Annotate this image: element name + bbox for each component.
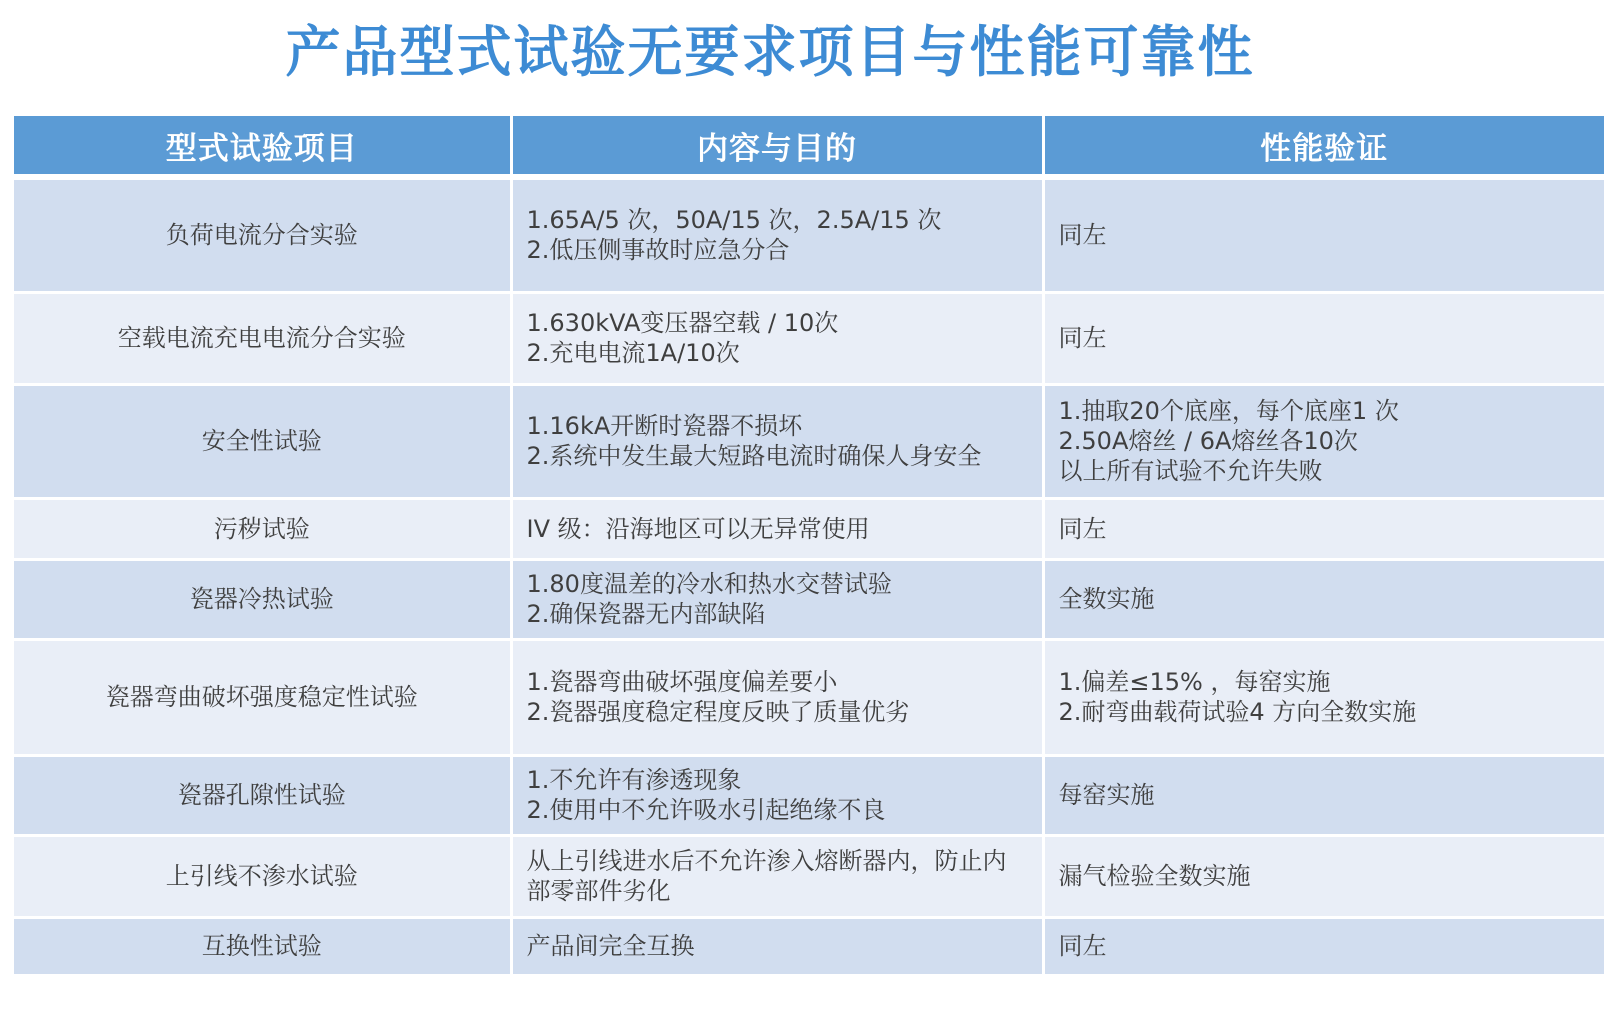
page-title: 产品型式试验无要求项目与性能可靠性 [285, 20, 1255, 84]
content-line: 产品间完全互换 [526, 932, 695, 960]
cell-performance-verify [1043, 292, 1604, 384]
cell-content-purpose [511, 917, 1043, 975]
content-line: 1.瓷器弯曲破坏强度偏差要小 [526, 668, 838, 696]
cell-test-item: 污秽试验 [14, 498, 511, 559]
table-row [14, 498, 1604, 559]
spec-table [14, 116, 1604, 977]
cell-test-item: 互换性试验 [14, 917, 511, 975]
content-line: 1.80度温差的冷水和热水交替试验 [526, 570, 892, 598]
content-line: 1.不允许有渗透现象 [526, 766, 742, 794]
verify-line: 2.50A熔丝 / 6A熔丝各10次 [1058, 427, 1358, 455]
table-row [14, 835, 1604, 917]
cell-performance-verify [1043, 177, 1604, 292]
cell-test-item: 安全性试验 [14, 384, 511, 498]
cell-content-purpose [511, 755, 1043, 835]
cell-test-item: 上引线不渗水试验 [14, 835, 511, 917]
cell-performance-verify [1043, 559, 1604, 639]
verify-line: 1.抽取20个底座，每个底座1 次 [1058, 397, 1399, 425]
content-line: 2.瓷器强度稳定程度反映了质量优劣 [526, 698, 910, 726]
table-row [14, 639, 1604, 755]
verify-line: 漏气检验全数实施 [1058, 862, 1251, 890]
verify-line: 同左 [1058, 221, 1107, 250]
table-row [14, 384, 1604, 498]
content-line: 2.确保瓷器无内部缺陷 [526, 600, 766, 628]
cell-performance-verify [1043, 835, 1604, 917]
cell-test-item: 瓷器冷热试验 [14, 559, 511, 639]
table-row [14, 755, 1604, 835]
table-row [14, 917, 1604, 975]
table-header-row [14, 116, 1604, 177]
content-line: 2.低压侧事故时应急分合 [526, 236, 790, 265]
verify-line: 1.偏差≤15% ，每窑实施 [1058, 668, 1331, 696]
cell-content-purpose [511, 384, 1043, 498]
cell-content-purpose [511, 835, 1043, 917]
content-line: 1.630kVA变压器空载 / 10次 [526, 309, 839, 337]
cell-performance-verify [1043, 498, 1604, 559]
cell-performance-verify [1043, 917, 1604, 975]
cell-test-item: 空载电流充电电流分合实验 [14, 292, 511, 384]
table-row [14, 177, 1604, 292]
cell-performance-verify [1043, 384, 1604, 498]
cell-content-purpose [511, 559, 1043, 639]
cell-test-item: 瓷器孔隙性试验 [14, 755, 511, 835]
cell-performance-verify [1043, 755, 1604, 835]
cell-content-purpose [511, 177, 1043, 292]
verify-line: 全数实施 [1058, 585, 1155, 613]
table-row [14, 559, 1604, 639]
content-line: IV 级：沿海地区可以无异常使用 [526, 514, 870, 543]
content-line: 从上引线进水后不允许渗入熔断器内，防止内部零部件劣化 [526, 847, 1007, 905]
header-performance-verify: 性能验证 [1043, 116, 1604, 177]
content-line: 2.充电电流1A/10次 [526, 339, 740, 367]
table-row [14, 292, 1604, 384]
verify-line: 同左 [1058, 514, 1107, 543]
content-line: 1.65A/5 次，50A/15 次，2.5A/15 次 [526, 206, 942, 235]
header-content-purpose: 内容与目的 [511, 116, 1043, 177]
verify-line: 每窑实施 [1058, 781, 1155, 809]
verify-line: 2.耐弯曲载荷试验4 方向全数实施 [1058, 698, 1417, 726]
header-test-item: 型式试验项目 [14, 116, 511, 177]
cell-performance-verify [1043, 639, 1604, 755]
verify-line: 同左 [1058, 324, 1107, 352]
cell-test-item: 负荷电流分合实验 [14, 177, 511, 292]
verify-line: 以上所有试验不允许失败 [1058, 457, 1323, 485]
content-line: 2.系统中发生最大短路电流时确保人身安全 [526, 442, 982, 470]
cell-content-purpose [511, 498, 1043, 559]
content-line: 2.使用中不允许吸水引起绝缘不良 [526, 796, 886, 824]
verify-line: 同左 [1058, 932, 1107, 960]
cell-test-item: 瓷器弯曲破坏强度稳定性试验 [14, 639, 511, 755]
content-line: 1.16kA开断时瓷器不损坏 [526, 412, 803, 440]
cell-content-purpose [511, 639, 1043, 755]
cell-content-purpose [511, 292, 1043, 384]
